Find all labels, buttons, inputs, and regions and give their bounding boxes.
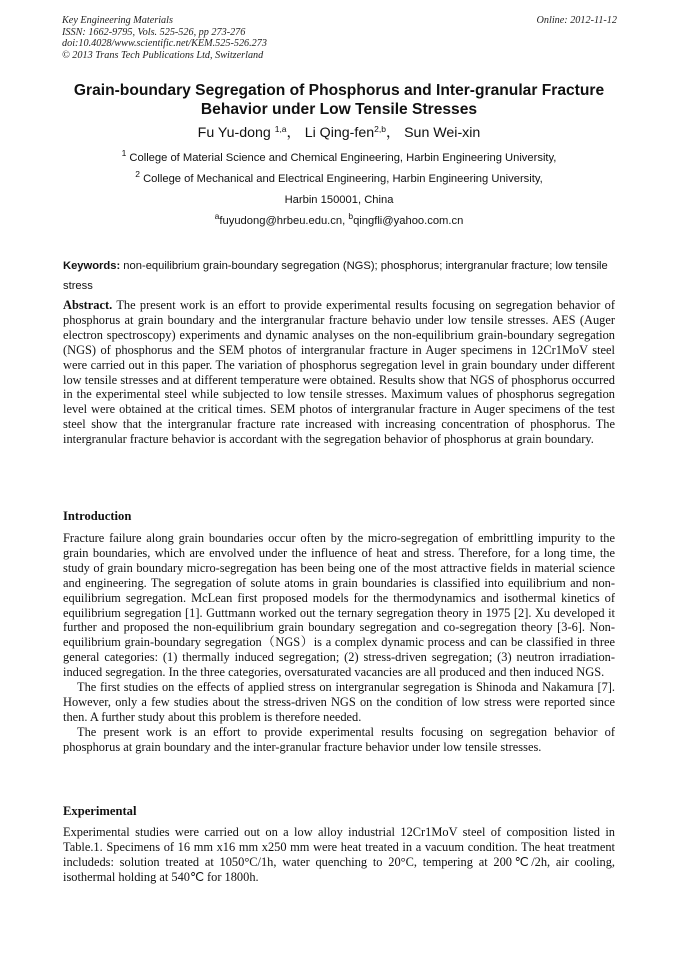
experimental-body <box>63 825 615 885</box>
introduction-paragraph: The first studies on the effects of applied stress on intergranular segregation is Shinoda and Nakamura [7]. However, only a few studies about the stress-driven NGS on the condition of low stress were reported since then. A further study about this problem is therefore needed. <box>63 680 615 724</box>
copyright-line: © 2013 Trans Tech Publications Ltd, Switzerland <box>62 49 264 61</box>
keywords-text: non-equilibrium grain-boundary segregation (NGS); phosphorus; intergranular fracture; low tensile stress <box>63 260 608 292</box>
experimental-paragraph: Experimental studies were carried out on a low alloy industrial 12Cr1MoV steel of composition listed in Table.1. Specimens of 16 mm x16 mm x250 mm were heat treated in a vacuum condition. The heat treatment includeds: solution treated at 1050°C/1h, water quenching to 20°C, tempering at 200℃/2h, air cooling, isothermal holding at 540℃ for 1800h. <box>63 825 615 884</box>
introduction-body <box>63 531 615 755</box>
email-a-link[interactable]: fuyudong@hrbeu.edu.cn, <box>219 215 346 227</box>
title-line-2: Behavior under Low Tensile Stresses <box>200 100 478 118</box>
abstract-label: Abstract. <box>63 298 113 312</box>
journal-header <box>62 15 617 61</box>
email-marker: a <box>214 211 220 221</box>
author-list <box>40 123 638 143</box>
email-marker: b <box>348 211 354 221</box>
author-name: Fu Yu-dong <box>197 125 275 141</box>
author-superscript: 1,a <box>274 124 287 134</box>
affiliation-city: Harbin 150001, China <box>284 194 394 206</box>
keywords-block <box>63 256 615 296</box>
online-date: Online: 2012-11-12 <box>536 15 617 26</box>
author-emails <box>40 211 638 228</box>
affiliation-text: College of Mechanical and Electrical Engineering, Harbin Engineering University, <box>143 173 543 185</box>
affiliation-marker: 1 <box>121 148 127 158</box>
author-separator: ， <box>286 125 301 141</box>
author-name: Sun Wei-xin <box>404 125 481 141</box>
journal-name: Key Engineering Materials <box>62 15 173 26</box>
abstract-block <box>63 298 615 447</box>
issn-line: ISSN: 1662-9795, Vols. 525-526, pp 273-276 <box>62 26 246 38</box>
author-superscript: 2,b <box>374 124 386 134</box>
title-line-1: Grain-boundary Segregation of Phosphorus and Inter-granular Fracture <box>73 82 605 99</box>
doi-line: doi:10.4028/www.scientific.net/KEM.525-526.273 <box>62 38 267 50</box>
email-b-link[interactable]: qingfli@yahoo.com.cn <box>353 215 464 227</box>
affiliation-2 <box>40 169 638 186</box>
author-separator: ， <box>385 125 401 141</box>
introduction-paragraph: The present work is an effort to provide experimental results focusing on segregation behavior of phosphorus at grain boundary and the inter-granular fracture behavior under low tensile stresses. <box>63 724 615 754</box>
experimental-heading: Experimental <box>63 804 137 818</box>
affiliation-text: College of Material Science and Chemical Engineering, Harbin Engineering University, <box>129 152 557 164</box>
introduction-heading: Introduction <box>63 509 132 523</box>
introduction-paragraph: Fracture failure along grain boundaries occur often by the micro-segregation of embrittling impurity to the grain boundaries, which are envolved under the influence of heat and stress. Therefore, for a long time, the study of grain boundary micro-segregation has been being one of the most attractive fields in material science and engineering. The segregation of solute atoms in grain boundaries is classified into equilibrium and non-equilibrium segregation. McLean first proposed models for the thermodynamics and isothermal kinetics of equilibrium segregation [1]. Guttmann worked out the ternary segregation theory in 1975 [2]. Xu developed it further and proposed the non-equilibrium grain boundary segregation and co-segregation theory [3-6]. Non-equilibrium grain-boundary segregation（NGS）is a complex dynamic process and can be classified in three general categories: (1) thermally induced segregation; (2) stress-driven segregation; (3) neutron irradiation-induced segregation. In the three categories, oversaturated vacancies are all produced and then induced NGS. <box>63 531 615 680</box>
paper-title <box>40 82 638 119</box>
author-name: Li Qing-fen <box>304 125 375 141</box>
abstract-text: The present work is an effort to provide experimental results focusing on segregation behavior of phosphorus at grain boundary and the intergranular fracture behavio under low tensile stresses. AES (Auger electron spectroscopy) experiments and dynamic analyses on the non-equilibrium grain-boundary segregation (NGS) of phosphorus and the SEM photos of intergranular fracture in Auger specimens in 12Cr1MoV steel were carried out in this paper. The variation of phosphorus segregation level in grain boundary under different low tensile stresses and at different temperature were obtained. Results show that NGS of phosphorus occurred in the experimental steel while subjected to low tensile stresses. Maximum values of phosphorus segregation level were obtained at the critical times. SEM photos of intergranular fracture in Auger specimens of the test steel show that the intergranular fracture rate increased with increasing concentration of phosphorus. The intergranular fracture behavior is accordant with the segregation behavior of phosphorus at grain boundary. <box>63 298 615 447</box>
affiliation-1 <box>40 148 638 165</box>
affiliation-marker: 2 <box>135 169 140 179</box>
keywords-label: Keywords: <box>63 260 121 272</box>
